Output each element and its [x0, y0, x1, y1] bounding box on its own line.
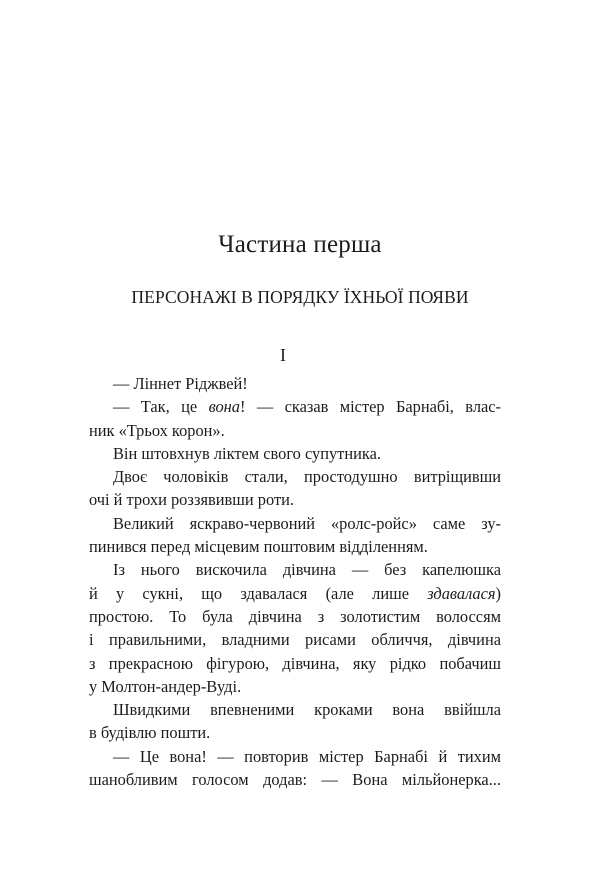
- text-line: Із нього вискочила дівчина — без капелюшка: [113, 560, 501, 580]
- emphasis-text: вона: [208, 397, 240, 417]
- paragraph: [89, 745, 501, 792]
- paragraph: [89, 558, 501, 698]
- paragraph: [89, 442, 501, 465]
- emphasis-text: здавалася: [427, 583, 496, 603]
- text-run: ! — сказав містер Барнабі, влас-: [239, 397, 502, 417]
- text-line: пинився перед місцевим поштовим відділенням.: [89, 537, 428, 557]
- text-line: і правильними, владними рисами обличчя, дівчина: [89, 630, 501, 650]
- paragraph: [89, 395, 501, 442]
- text-line: з прекрасною фігурою, дівчина, яку рідко побачиш: [89, 653, 501, 673]
- text-line: очі й трохи роззявивши роти.: [89, 490, 294, 510]
- text-line: Він штовхнув ліктем свого супутника.: [113, 443, 381, 463]
- text-run: й у сукні, що здавалася (але лише: [89, 583, 428, 603]
- text-line: [89, 395, 501, 418]
- text-run: ): [495, 583, 501, 603]
- chapter-subtitle: ПЕРСОНАЖІ В ПОРЯДКУ ЇХНЬОЇ ПОЯВИ: [131, 287, 469, 307]
- text-line: шанобливим голосом додав: — Вона мільйонерка...: [89, 770, 501, 790]
- text-run: — Так, це: [113, 397, 209, 417]
- paragraph: [89, 512, 501, 559]
- section-number: І: [280, 345, 286, 365]
- text-line: — Це вона! — повторив містер Барнабі й тихим: [113, 746, 501, 766]
- text-line: простою. То була дівчина з золотистим волоссям: [89, 606, 501, 626]
- body-text: [89, 372, 501, 791]
- text-line: Швидкими впевненими кроками вона ввійшла: [113, 700, 501, 720]
- text-line: в будівлю пошти.: [89, 723, 211, 743]
- text-line: [89, 582, 501, 605]
- paragraph: [89, 372, 501, 395]
- text-line: у Молтон-андер-Вуді.: [89, 676, 242, 696]
- text-line: — Ліннет Ріджвей!: [113, 374, 248, 393]
- paragraph: [89, 465, 501, 512]
- text-line: ник «Трьох корон».: [89, 420, 225, 440]
- paragraph: [89, 698, 501, 745]
- part-title: Частина перша: [218, 231, 382, 258]
- text-line: Двоє чоловіків стали, простодушно витріщивши: [113, 467, 501, 487]
- text-line: Великий яскраво-червоний «ролс-ройс» саме зу-: [113, 513, 501, 533]
